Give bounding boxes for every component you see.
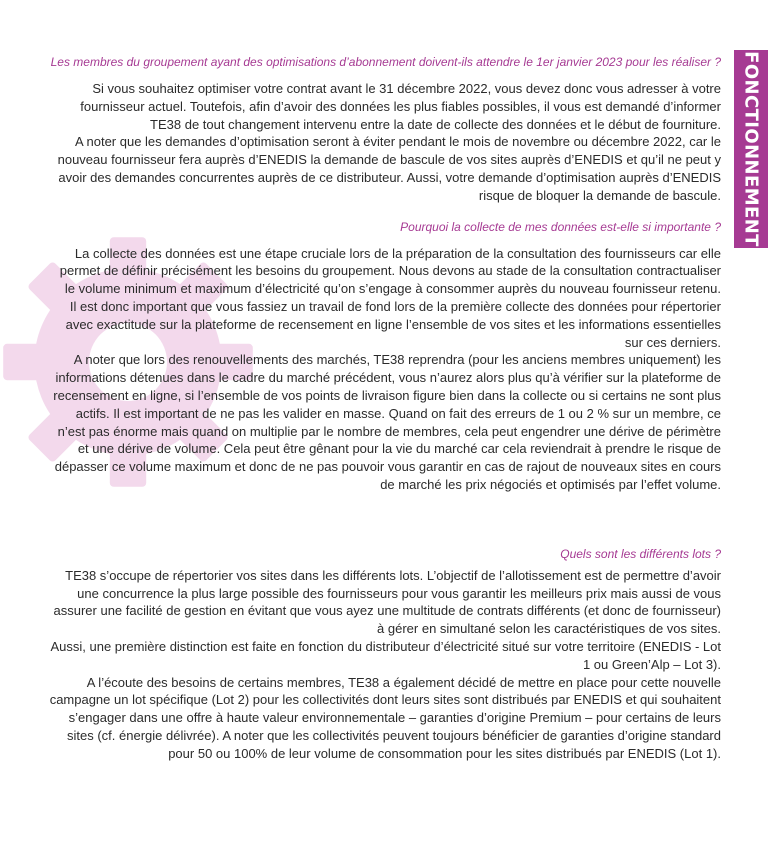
paragraph: La collecte des données est une étape cruciale lors de la préparation de la consultation des fournisseurs car elle permet de définir précisément les besoins du groupement. Nous devons au stade de la consultation contractualiser le volume minimum et maximum d’électricité qu’on s’engage à consommer auprès du nouveau fournisseur retenu. <box>59 245 721 297</box>
document-body <box>48 48 721 763</box>
paragraph: Si vous souhaitez optimiser votre contrat avant le 31 décembre 2022, vous devez donc vous adresser à votre fournisseur actuel. Toutefois, afin d’avoir des données les plus fiables possibles, il vous est demandé d’informer TE38 de tout changement intervenu entre la date de collecte des données et le début de fourniture. <box>80 81 721 132</box>
paragraph: Il est donc important que vous fassiez un travail de fond lors de la première collecte des données pour répertorier avec exactitude sur la plateforme de recensement en ligne l’ensemble de vos sites et les informations essentielles sur ces derniers. <box>65 298 721 350</box>
question-lots: Quels sont les différents lots ? <box>560 546 721 561</box>
paragraph: A noter que lors des renouvellements des marchés, TE38 reprendra (pour les anciens membres uniquement) les informations détenues dans le cadre du marché précédent, vous n’aurez alors plus qu’à vérifier sur la plateforme de recensement en ligne, si l’ensemble de vos points de livraison figure bien dans la collecte ou si certains ne sont plus actifs. Il est important de ne pas les valider en masse. Quand on fait des erreurs de 1 ou 2 % sur un membre, ce n’est pas énorme mais quand on multiplie par le nombre de membres, cela peut engendrer une dérive de périmètre et une dérive de volume. Cela peut être gênant pour la vie du marché car cela reviendrait à prendre le risque de dépasser ce volume maximum et donc de ne pas pouvoir vous garantir en cas de rajout de nouveaux sites en cours de marché les prix négociés et optimisés par l’effet volume. <box>53 352 721 492</box>
section-tab-label: FONCTIONNEMENT <box>740 51 762 247</box>
question-optimisation: Les membres du groupement ayant des optimisations d’abonnement doivent-ils attendre le 1er janvier 2023 pour les réaliser ? <box>50 55 721 69</box>
section-tab <box>734 50 768 248</box>
paragraph: Aussi, une première distinction est faite en fonction du distributeur d’électricité situé sur votre territoire (ENEDIS - Lot 1 ou Green’Alp – Lot 3). <box>50 638 721 672</box>
paragraph: TE38 s’occupe de répertorier vos sites dans les différents lots. L’objectif de l’allotissement est de permettre d’avoir une concurrence la plus large possible des fournisseurs pour vous garantir les meilleurs prix mais aussi de vous assurer une facilité de gestion en évitant que vous ayez une multitude de contrats différents (et donc de fournisseur) à gérer en simultané selon les caractéristiques de vos sites. <box>53 567 721 637</box>
paragraph: A noter que les demandes d’optimisation seront à éviter pendant le mois de novembre ou décembre 2022, car le nouveau fournisseur fera auprès d’ENEDIS la demande de bascule de vos sites auprès d’ENEDIS et qu’il ne peut y avoir des demandes concurrentes auprès de ce distributeur. Aussi, votre demande d’optimisation auprès d’ENEDIS risque de bloquer la demande de bascule. <box>57 134 721 203</box>
question-collecte: Pourquoi la collecte de mes données est-elle si importante ? <box>400 219 721 234</box>
paragraph: A l’écoute des besoins de certains membres, TE38 a également décidé de mettre en place pour cette nouvelle campagne un lot spécifique (Lot 2) pour les collectivités dont leurs sites sont distribués par ENEDIS et qui souhaitent s’engager dans une offre à haute valeur environnementale – garanties d’origine Premium – pour certains de leurs sites (cf. énergie délivrée). A noter que les collectivités peuvent toujours bénéficier de garanties d’origine standard pour 50 ou 100% de leur volume de consommation pour les sites distribués par ENEDIS (Lot 1). <box>49 674 721 761</box>
